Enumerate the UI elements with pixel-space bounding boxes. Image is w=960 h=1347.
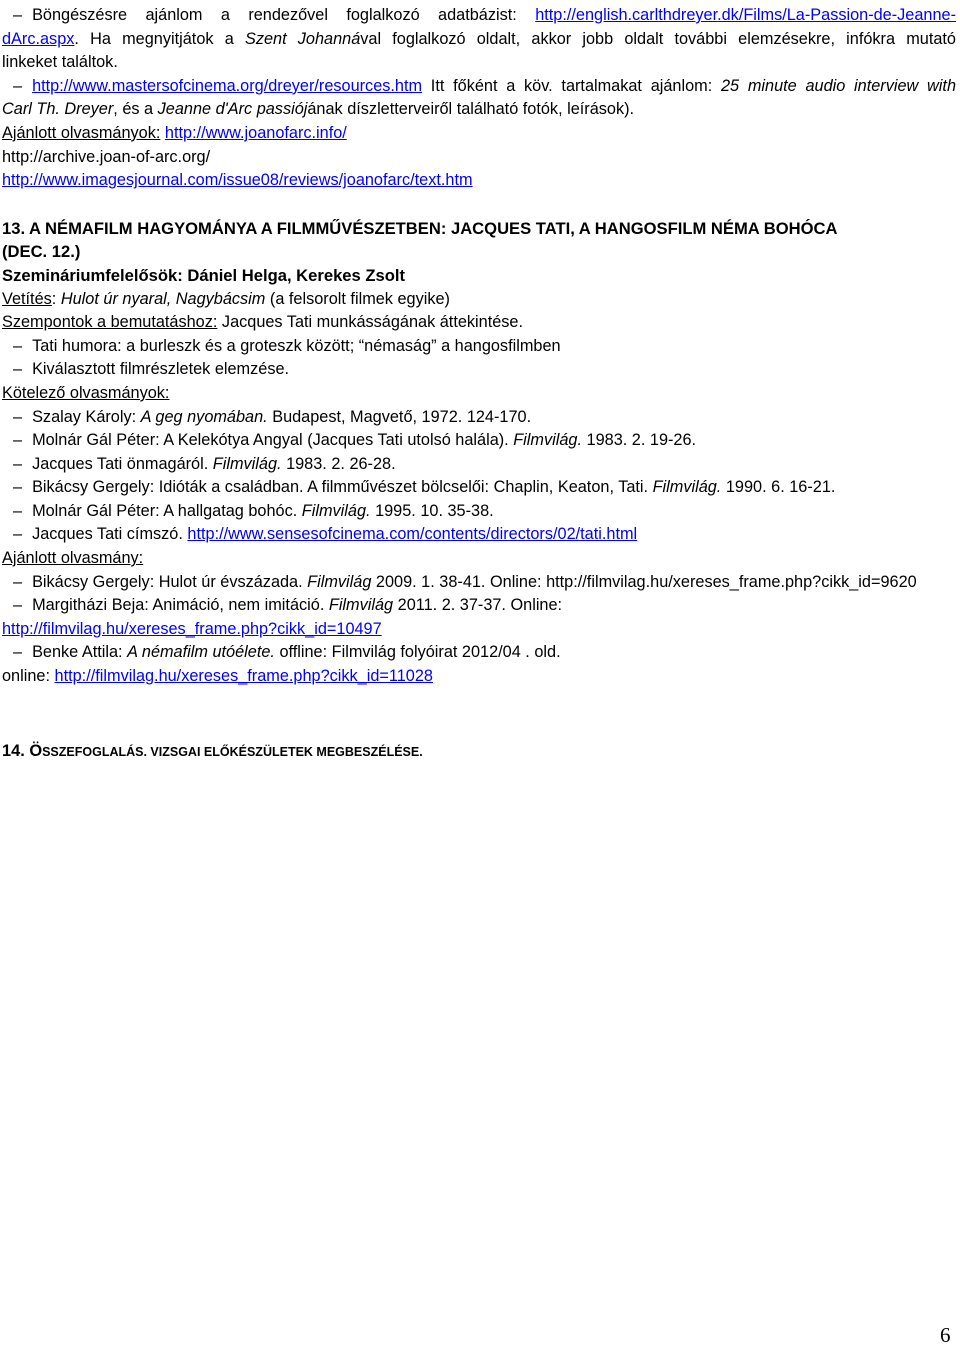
aspects-line: Szempontok a bemutatáshoz: Jacques Tati munkásságának áttekintése. <box>2 313 524 332</box>
list-item: – Molnár Gál Péter: A hallgatag bohóc. Filmvilág. 1995. 10. 35-38. <box>13 501 494 520</box>
list-item: – Molnár Gál Péter: A Kelekótya Angyal (Jacques Tati utolsó halála). Filmvilág. 1983. 2. 19-26. <box>13 431 697 450</box>
dreyer-database-line-2: dArc.aspx. Ha megnyitjátok a Szent Johannával foglalkozó oldalt, akkor jobb oldalt további elemzésekre, infókra mutató <box>2 29 956 48</box>
list-item: – Bikácsy Gergely: Hulot úr évszázada. Filmvilág 2009. 1. 38-41. Online: http://filmvilag.hu/xereses_frame.php?cikk_id=9620 <box>13 572 917 591</box>
sensesofcinema-link[interactable]: http://www.sensesofcinema.com/contents/directors/02/tati.html <box>187 525 638 544</box>
list-item: – Benke Attila: A némafilm utóélete. offline: Filmvilág folyóirat 2012/04 . old. <box>13 643 561 662</box>
document-page: – Böngészésre ajánlom a rendezővel foglalkozó adatbázist: http://english.carlthdreyer.dk/Films/La-Passion-de-Jeanne- dArc.aspx. Ha megnyitjátok a Szent Johannával foglalkozó oldalt, akkor jobb oldalt további elemzésekre, infókra mutató linkeket találtok. – http://www.mastersofcinema.org/dreyer/resources.htm Itt főként a köv. tartalmakat ajánlom: 25 minute audio interview with Carl Th. Dreyer, és a Jeanne d'Arc passiójának díszletterveiről található fotók, leírások). Ajánlott olvasmányok: http://www.joanofarc.info/ http://archive.joan-of-arc.org/ http://www.imagesjournal.com/issue08/reviews/joanofarc/text.htm 13. A NÉMAFILM HAGYOMÁNYA A FILMMŰVÉSZETBEN: JACQUES TATI, A HANGOSFILM NÉMA BOHÓCA (DEC. 12.) Szemináriumfelelősök: Dániel Helga, Kerekes Zsolt Vetítés: Hulot úr nyaral, Nagybácsim (a felsorolt filmek egyike) Szempontok a bemutatáshoz: Jacques Tati munkásságának áttekintése. – Tati humora: a burleszk és a groteszk között; “némaság” a hangosfilmben – Kiválasztott filmrészletek elemzése. Kötelező olvasmányok: – Szalay Károly: A geg nyomában. Budapest, Magvető, 1972. 124-170. – Molnár Gál Péter: A Kelekótya Angyal (Jacques Tati utolsó halála). Filmvilág. 1983. 2. 19-26. – Jacques Tati önmagáról. Filmvilág. 1983. 2. 26-28. – Bikácsy Gergely: Idióták a családban. A filmművészet bölcselői: Chaplin, Keaton, Tati. Filmvilág. 1990. 6. 16-21. – Molnár Gál Péter: A hallgatag bohóc. Filmvilág. 1995. 10. 35-38. – Jacques Tati címszó. http://www.sensesofcinema.com/contents/directors/02/tati.html Ajánlott olvasmány: – Bikácsy Gergely: Hulot úr évszázada. Filmvilág 2009. 1. 38-41. Online: http://filmvilag.hu/xereses_frame.php?cikk_id=9620 – Margitházi Beja: Animáció, nem imitáció. Filmvilág 2011. 2. 37-37. Online: http://filmvilag.hu/xereses_frame.php?cikk_id=10497 – Benke Attila: A némafilm utóélete. offline: Filmvilág folyóirat 2012/04 . old. online: http://filmvilag.hu/xereses_frame.php?cikk_id=11028 14. ÖSSZEFOGLALÁS. VIZSGAI ELŐKÉSZÜLETEK MEGBESZÉLÉSE. <box>2 4 956 763</box>
joanofarc-link[interactable]: http://www.joanofarc.info/ <box>164 123 347 142</box>
list-dash: – <box>13 572 23 591</box>
recommended-readings-line <box>2 122 956 146</box>
list-dash: – <box>13 407 23 426</box>
list-dash: – <box>13 454 23 473</box>
list-dash: – <box>13 501 23 520</box>
list-dash: – <box>13 596 23 615</box>
section-14-heading: 14. ÖSSZEFOGLALÁS. VIZSGAI ELŐKÉSZÜLETEK MEGBESZÉLÉSE. <box>2 741 423 760</box>
section-13-heading: 13. A NÉMAFILM HAGYOMÁNYA A FILMMŰVÉSZETBEN: JACQUES TATI, A HANGOSFILM NÉMA BOHÓCA <box>2 218 838 238</box>
filmvilag-link-10497[interactable]: http://filmvilag.hu/xereses_frame.php?cikk_id=10497 <box>2 619 382 638</box>
list-dash: – <box>13 478 23 497</box>
list-dash: – <box>13 431 23 450</box>
section-13-date: (DEC. 12.) <box>2 242 81 262</box>
filmvilag-link-11028[interactable]: http://filmvilag.hu/xereses_frame.php?cikk_id=11028 <box>54 667 433 686</box>
list-dash: – <box>13 360 23 379</box>
dreyer-database-line-3: linkeket találtok. <box>2 53 118 72</box>
list-item: – Jacques Tati önmagáról. Filmvilág. 1983. 2. 26-28. <box>13 454 396 473</box>
recommended-readings-label: Ajánlott olvasmányok: <box>2 123 161 142</box>
list-dash: – <box>13 76 23 95</box>
mastersofcinema-line: – http://www.mastersofcinema.org/dreyer/resources.htm Itt főként a köv. tartalmakat ajánlom: 25 minute audio interview with <box>13 76 956 95</box>
list-dash: – <box>13 525 23 544</box>
dreyer-database-line: – Böngészésre ajánlom a rendezővel foglalkozó adatbázist: http://english.carlthdreyer.dk/Films/La-Passion-de-Jeanne- <box>13 6 956 24</box>
recommended-reading-label: Ajánlott olvasmány: <box>2 549 144 568</box>
list-item: – Bikácsy Gergely: Idióták a családban. A filmművészet bölcselői: Chaplin, Keaton, Tati. Filmvilág. 1990. 6. 16-21. <box>13 478 836 497</box>
list-dash: – <box>13 643 23 662</box>
required-readings-label: Kötelező olvasmányok: <box>2 383 170 402</box>
seminar-responsibles: Szemináriumfelelősök: Dániel Helga, Kerekes Zsolt <box>2 265 405 285</box>
mastersofcinema-link[interactable]: http://www.mastersofcinema.org/dreyer/resources.htm <box>32 76 423 95</box>
screening-line: Vetítés: Hulot úr nyaral, Nagybácsim (a felsorolt filmek egyike) <box>2 289 450 308</box>
list-dash: – <box>13 336 23 355</box>
list-item: – Tati humora: a burleszk és a groteszk között; “némaság” a hangosfilmben <box>13 336 561 355</box>
page-number: 6 <box>940 1323 951 1347</box>
list-item: – Jacques Tati címszó. http://www.sensesofcinema.com/contents/directors/02/tati.html <box>13 525 638 544</box>
list-item: – Margitházi Beja: Animáció, nem imitáció. Filmvilág 2011. 2. 37-37. Online: <box>13 596 563 615</box>
list-dash: – <box>13 6 23 24</box>
list-item: – Kiválasztott filmrészletek elemzése. <box>13 360 290 379</box>
carlthdreyer-link[interactable]: http://english.carlthdreyer.dk/Films/La-Passion-de-Jeanne- <box>535 6 956 24</box>
carlthdreyer-link-cont[interactable]: dArc.aspx <box>2 29 75 48</box>
archive-joan-text: http://archive.joan-of-arc.org/ <box>2 147 211 166</box>
imagesjournal-link[interactable]: http://www.imagesjournal.com/issue08/reviews/joanofarc/text.htm <box>2 171 473 190</box>
mastersofcinema-line-2: Carl Th. Dreyer, és a Jeanne d'Arc passiójának díszletterveiről található fotók, leírások). <box>2 100 635 119</box>
list-item: – Szalay Károly: A geg nyomában. Budapest, Magvető, 1972. 124-170. <box>13 407 532 426</box>
spacer <box>2 689 956 740</box>
spacer <box>2 193 956 217</box>
